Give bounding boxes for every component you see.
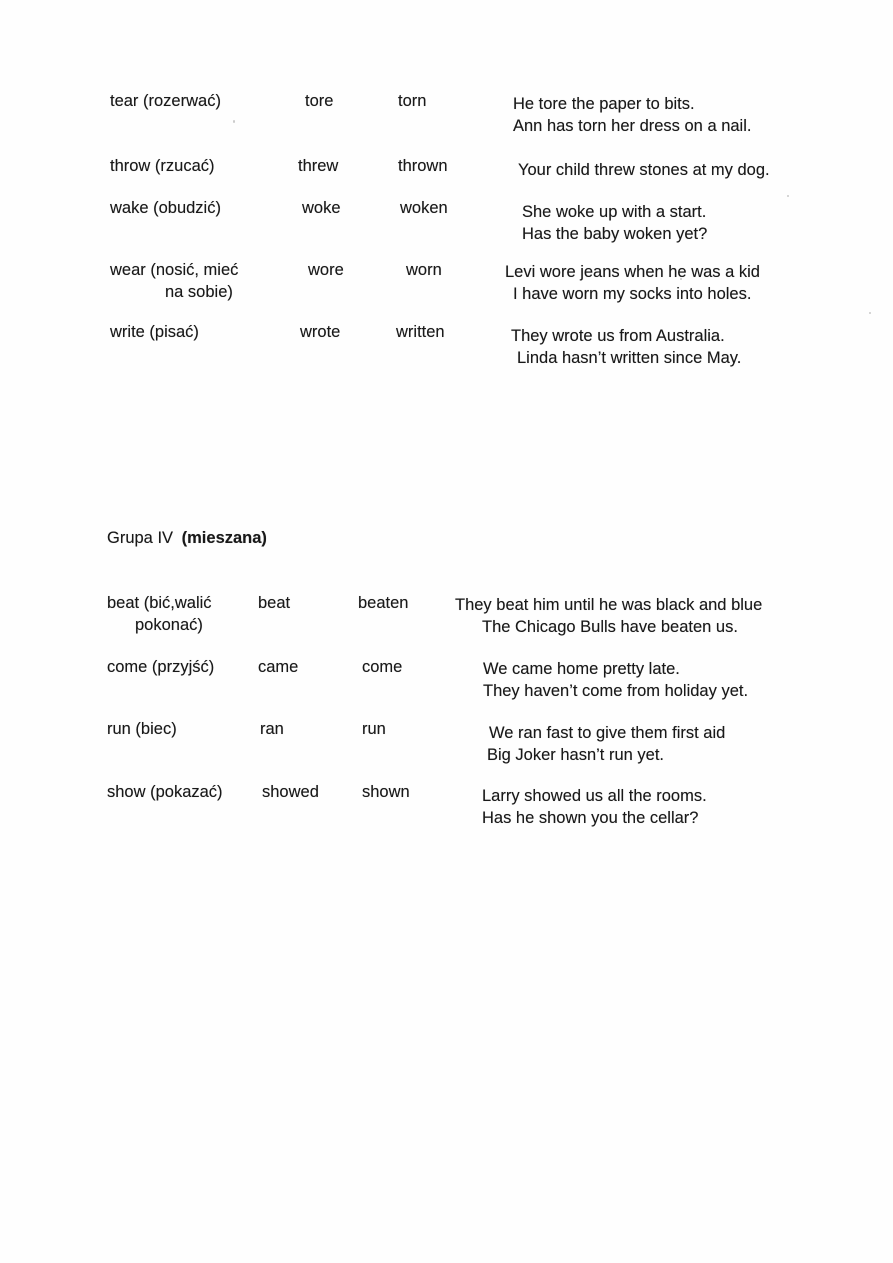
example-line: They beat him until he was black and blue bbox=[455, 596, 763, 614]
example-line: We came home pretty late. bbox=[483, 660, 680, 678]
infinitive-text: wake (obudzić) bbox=[110, 199, 221, 217]
verb-row bbox=[0, 259, 893, 307]
example-line: Has he shown you the cellar? bbox=[482, 809, 699, 827]
examples-cell bbox=[482, 785, 707, 829]
infinitive-cell bbox=[107, 718, 177, 740]
example-line: Levi wore jeans when he was a kid bbox=[505, 263, 760, 281]
example-line: We ran fast to give them first aid bbox=[489, 724, 726, 742]
examples-cell bbox=[505, 261, 760, 305]
past-simple-cell: threw bbox=[298, 157, 339, 175]
example-line: They wrote us from Australia. bbox=[511, 327, 725, 345]
verb-row bbox=[0, 197, 893, 245]
section-heading-qualifier: (mieszana) bbox=[181, 529, 267, 547]
infinitive-text: write (pisać) bbox=[110, 323, 199, 341]
infinitive-cell bbox=[107, 656, 214, 678]
verb-row bbox=[0, 321, 893, 369]
example-line: Your child threw stones at my dog. bbox=[518, 161, 770, 179]
example-line: He tore the paper to bits. bbox=[513, 95, 695, 113]
examples-cell bbox=[511, 325, 741, 369]
infinitive-text-line2: na sobie) bbox=[165, 283, 233, 301]
examples-cell bbox=[522, 201, 707, 245]
past-simple-cell: wrote bbox=[300, 323, 341, 341]
examples-cell bbox=[483, 658, 748, 702]
verb-row bbox=[0, 592, 893, 640]
example-line: Larry showed us all the rooms. bbox=[482, 787, 707, 805]
example-line: Linda hasn’t written since May. bbox=[517, 349, 742, 367]
example-line: Ann has torn her dress on a nail. bbox=[513, 117, 752, 135]
verb-row bbox=[0, 656, 893, 704]
infinitive-cell bbox=[107, 781, 223, 803]
past-simple-cell: came bbox=[258, 658, 299, 676]
past-simple-cell: ran bbox=[260, 720, 284, 738]
infinitive-text: come (przyjść) bbox=[107, 658, 215, 676]
past-participle-cell: written bbox=[396, 323, 445, 341]
past-simple-cell: woke bbox=[302, 199, 341, 217]
infinitive-cell bbox=[110, 197, 221, 219]
verb-row bbox=[0, 718, 893, 766]
infinitive-text: tear (rozerwać) bbox=[110, 92, 221, 110]
examples-cell bbox=[518, 159, 770, 181]
example-line: I have worn my socks into holes. bbox=[513, 285, 752, 303]
verb-row bbox=[0, 155, 893, 203]
example-line: Has the baby woken yet? bbox=[522, 225, 708, 243]
examples-cell bbox=[455, 594, 762, 638]
past-participle-cell: thrown bbox=[398, 157, 448, 175]
past-simple-cell: tore bbox=[305, 92, 334, 110]
past-simple-cell: wore bbox=[308, 261, 344, 279]
example-line: The Chicago Bulls have beaten us. bbox=[482, 618, 738, 636]
past-participle-cell: woken bbox=[400, 199, 448, 217]
past-participle-cell: come bbox=[362, 658, 403, 676]
infinitive-text-line2: pokonać) bbox=[135, 616, 203, 634]
section-heading bbox=[107, 527, 267, 549]
past-simple-cell: beat bbox=[258, 594, 291, 612]
infinitive-cell bbox=[110, 155, 215, 177]
infinitive-cell bbox=[110, 90, 221, 112]
scan-speck bbox=[680, 278, 682, 280]
infinitive-text: run (biec) bbox=[107, 720, 177, 738]
past-participle-cell: beaten bbox=[358, 594, 409, 612]
example-line: They haven’t come from holiday yet. bbox=[483, 682, 749, 700]
infinitive-text: beat (bić,walić bbox=[107, 594, 212, 612]
past-participle-cell: shown bbox=[362, 783, 410, 801]
verb-row bbox=[0, 781, 893, 829]
examples-cell bbox=[513, 93, 751, 137]
infinitive-cell bbox=[107, 592, 212, 636]
infinitive-cell bbox=[110, 259, 238, 303]
past-simple-cell: showed bbox=[262, 783, 319, 801]
section-heading-title: Grupa IV bbox=[107, 529, 174, 547]
scan-speck bbox=[233, 120, 235, 123]
past-participle-cell: worn bbox=[406, 261, 442, 279]
scan-speck bbox=[869, 312, 871, 314]
infinitive-text: show (pokazać) bbox=[107, 783, 223, 801]
infinitive-cell bbox=[110, 321, 199, 343]
infinitive-text: throw (rzucać) bbox=[110, 157, 215, 175]
past-participle-cell: run bbox=[362, 720, 386, 738]
examples-cell bbox=[489, 722, 725, 766]
infinitive-text: wear (nosić, mieć bbox=[110, 261, 239, 279]
example-line: Big Joker hasn’t run yet. bbox=[487, 746, 665, 764]
verb-row bbox=[0, 90, 893, 138]
past-participle-cell: torn bbox=[398, 92, 427, 110]
example-line: She woke up with a start. bbox=[522, 203, 707, 221]
scan-speck bbox=[787, 195, 789, 197]
